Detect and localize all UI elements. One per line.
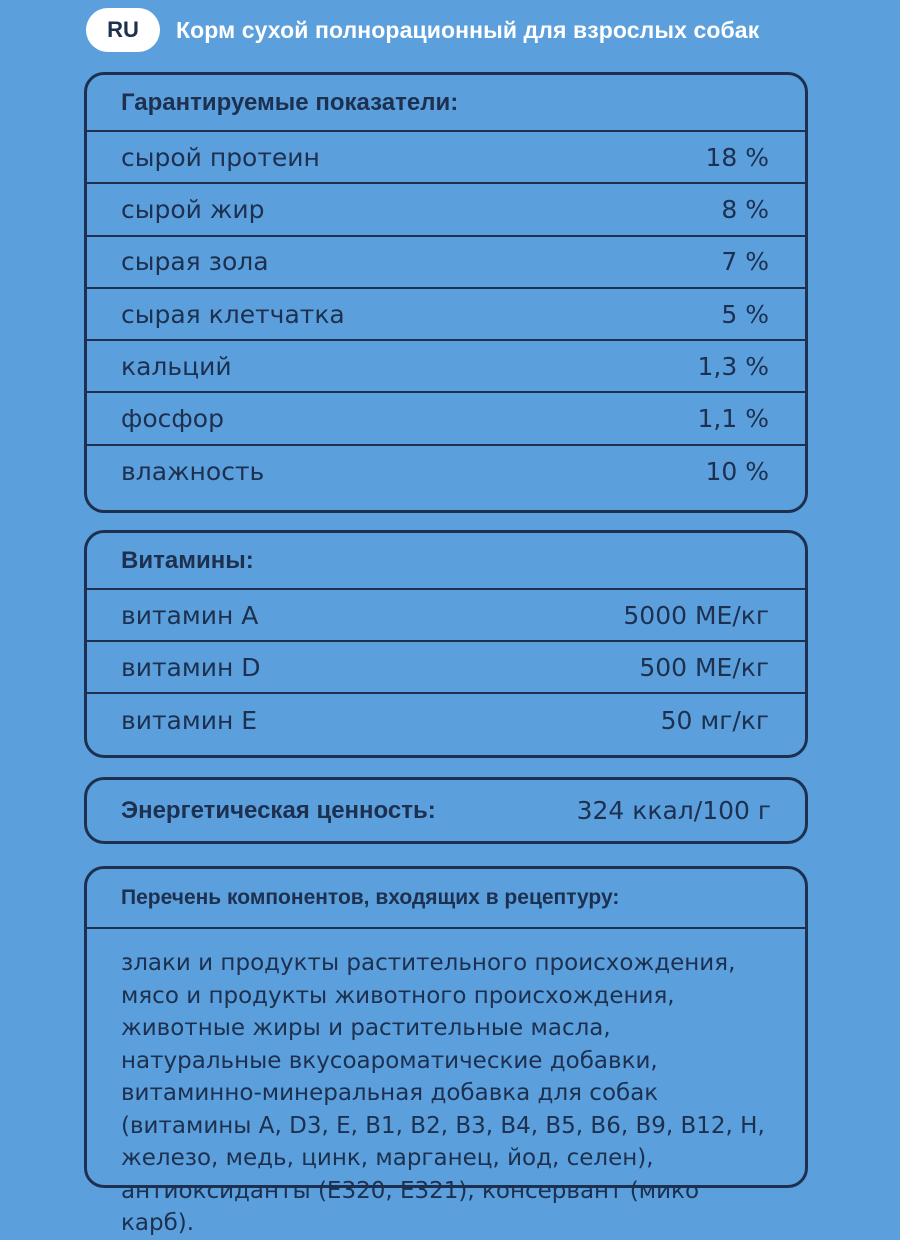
row-label: сырая клетчатка — [121, 299, 345, 329]
components-text: злаки и продукты растительного происхождения, мясо и продукты животного происхождения, животные жиры и растительные масла, натуральные вкусоароматические добавки, витаминно-минеральная добавка для собак (витамины А, D3, Е, В1, В2, В3, В4, В5, В6, В9, В12, Н, железо, медь, цинк, марганец, йод, селен), антиоксиданты (Е320, Е321), консервант (мико карб). — [121, 950, 765, 1236]
row-value: 5 % — [721, 299, 769, 329]
guaranteed-analysis-heading: Гарантируемые показатели: — [87, 75, 805, 132]
row-label: кальций — [121, 351, 232, 381]
row-label: витамин D — [121, 652, 261, 682]
row-value: 10 % — [705, 457, 769, 487]
table-row — [87, 237, 805, 289]
row-value: 5000 МЕ/кг — [623, 600, 769, 630]
vitamins-panel — [84, 530, 808, 758]
language-badge: RU — [86, 8, 160, 52]
row-label: витамин А — [121, 600, 259, 630]
table-row — [87, 446, 805, 498]
row-label: сырой жир — [121, 194, 265, 224]
components-panel — [84, 866, 808, 1236]
energy-label: Энергетическая ценность: — [121, 796, 436, 824]
table-row — [87, 341, 805, 393]
header — [86, 6, 886, 54]
guaranteed-analysis-panel — [84, 72, 808, 513]
table-row — [87, 289, 805, 341]
table-row — [87, 393, 805, 445]
row-label: влажность — [121, 457, 265, 487]
table-row — [87, 132, 805, 184]
row-value: 8 % — [721, 194, 769, 224]
row-value: 18 % — [705, 142, 769, 172]
table-row — [87, 184, 805, 236]
row-label: витамин Е — [121, 705, 258, 735]
table-row — [87, 642, 805, 694]
row-value: 500 МЕ/кг — [639, 652, 769, 682]
row-label: сырой протеин — [121, 142, 320, 172]
row-label: сырая зола — [121, 247, 269, 277]
row-value: 7 % — [721, 247, 769, 277]
energy-value: 324 ккал/100 г — [576, 796, 771, 825]
row-label: фосфор — [121, 404, 224, 434]
energy-value-panel — [84, 777, 808, 844]
table-row — [87, 694, 805, 746]
components-heading: Перечень компонентов, входящих в рецептуру: — [87, 869, 805, 929]
row-value: 1,3 % — [697, 351, 769, 381]
table-row — [87, 590, 805, 642]
product-title: Корм сухой полнорационный для взрослых собак — [176, 16, 760, 43]
row-value: 1,1 % — [697, 404, 769, 434]
vitamins-heading: Витамины: — [87, 533, 805, 590]
row-value: 50 мг/кг — [660, 705, 769, 735]
